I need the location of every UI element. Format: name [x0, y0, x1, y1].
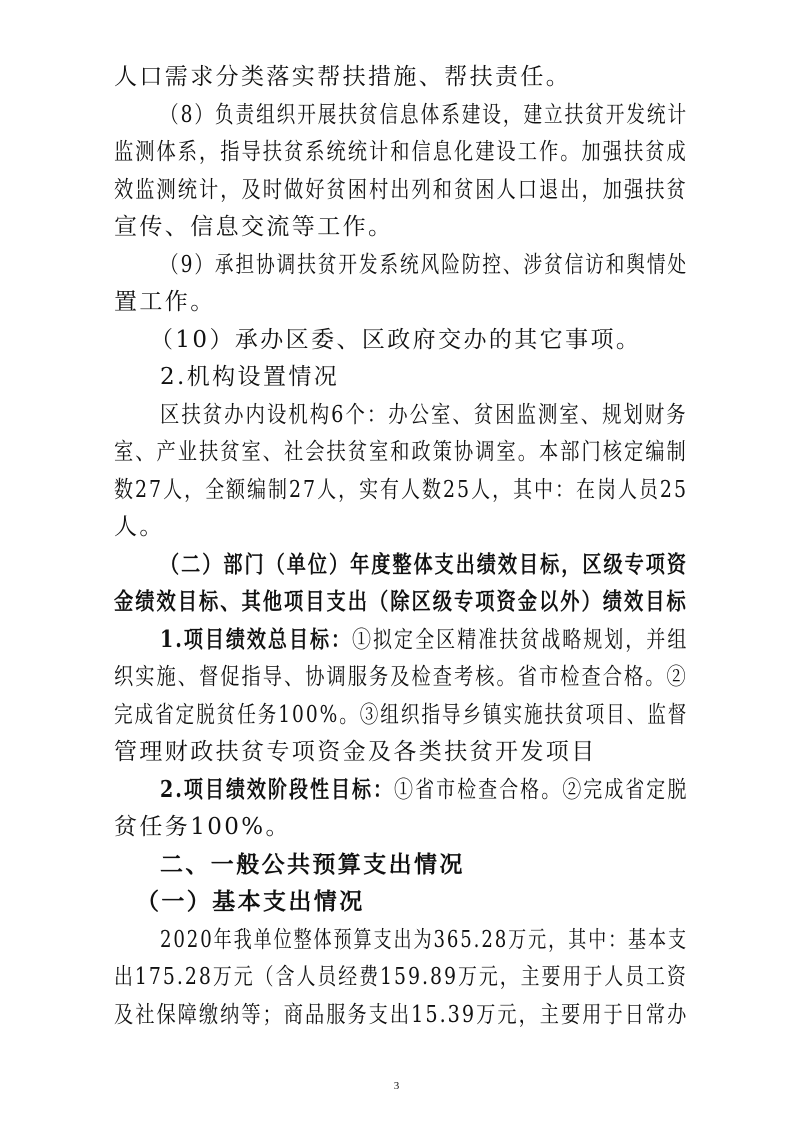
text-span: ①省市检查合格。②完成省定脱: [394, 776, 689, 803]
text-span: ①拟定全区精准扶贫战略规划，并组: [352, 626, 689, 653]
text-line: （8）负责组织开展扶贫信息体系建设，建立扶贫开发统计: [160, 101, 689, 128]
section-heading: 2.机构设置情况: [160, 364, 340, 390]
text-line: 室、产业扶贫室、社会扶贫室和政策协调室。本部门核定编制: [114, 439, 688, 465]
text-line: 管理财政扶贫专项资金及各类扶贫开发项目: [114, 739, 597, 765]
text-line: 人。: [114, 514, 165, 540]
text-line: 置工作。: [114, 289, 216, 315]
text-line: 织实施、督促指导、协调服务及检查考核。省市检查合格。②: [114, 664, 688, 690]
text-line: 及社保障缴纳等；商品服务支出15.39万元，主要用于日常办: [114, 1001, 689, 1028]
text-line: 效监测统计，及时做好贫困村出列和贫困人口退出，加强扶贫: [114, 176, 688, 203]
text-line: 数27人，全额编制27人，实有人数25人，其中：在岗人员25: [114, 476, 689, 503]
section-heading: 金绩效目标、其他项目支出（除区级专项资金以外）绩效目标: [114, 588, 688, 615]
bold-label: 1.项目绩效总目标：: [160, 625, 353, 653]
text-line: 监测体系，指导扶贫系统统计和信息化建设工作。加强扶贫成: [114, 139, 688, 165]
text-line: 2020年我单位整体预算支出为365.28万元，其中：基本支: [160, 926, 689, 953]
section-heading: （二）部门（单位）年度整体支出绩效目标，区级专项资: [160, 550, 689, 578]
bold-label: 2.项目绩效阶段性目标：: [160, 775, 395, 803]
text-line: 贫任务100%。: [114, 814, 291, 840]
subsection-heading: （一）基本支出情况: [136, 889, 365, 915]
text-line: （9）承担协调扶贫开发系统风险防控、涉贫信访和舆情处: [160, 251, 689, 278]
text-line: 宣传、信息交流等工作。: [114, 214, 394, 240]
text-line: 出175.28万元（含人员经费159.89万元，主要用于人员工资: [114, 964, 688, 990]
text-line: 人口需求分类落实帮扶措施、帮扶责任。: [114, 64, 572, 90]
text-line: [160, 775, 688, 805]
text-line: [160, 625, 688, 655]
text-line: （10）承办区委、区政府交办的其它事项。: [150, 326, 642, 353]
page-number: 3: [393, 1080, 400, 1092]
section-heading: 二、一般公共预算支出情况: [160, 851, 465, 878]
text-line: 区扶贫办内设机构6个：办公室、贫困监测室、规划财务: [160, 401, 688, 428]
text-line: 完成省定脱贫任务100%。③组织指导乡镇实施扶贫项目、监督: [114, 701, 689, 728]
